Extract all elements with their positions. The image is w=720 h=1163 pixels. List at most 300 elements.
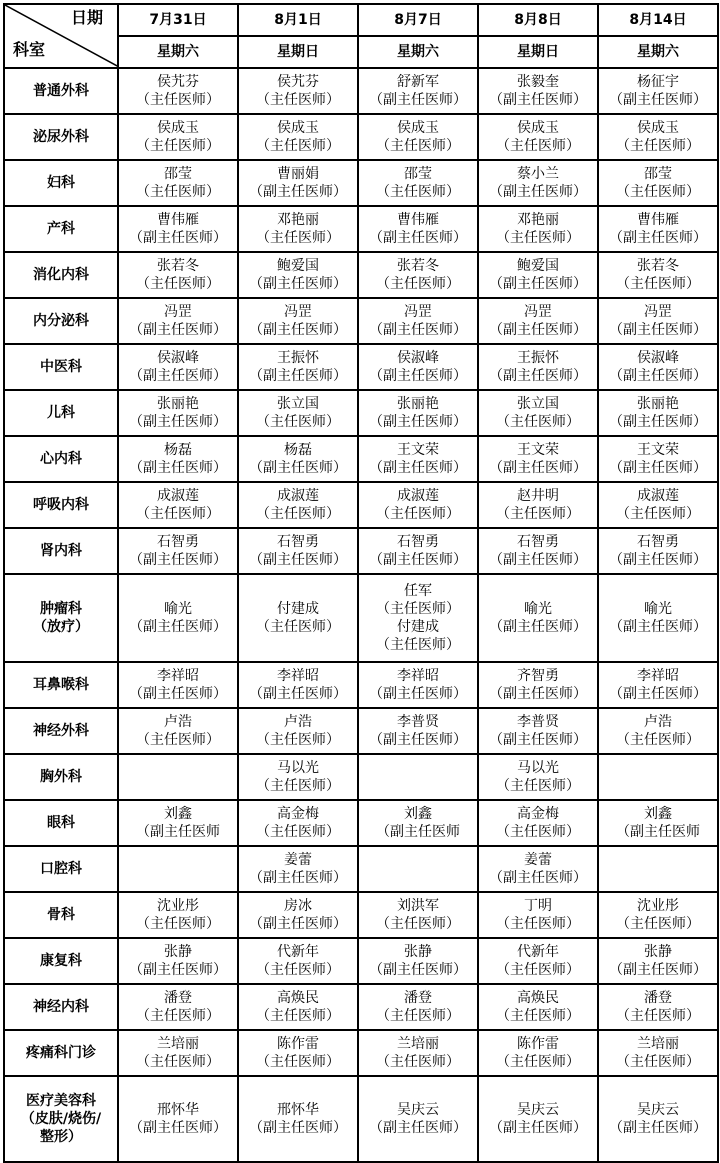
duty-cell <box>358 68 478 114</box>
duty-cell <box>358 984 478 1030</box>
duty-cell <box>358 708 478 754</box>
department-cell <box>4 68 118 114</box>
doctor-name: 张若冬 <box>157 258 199 274</box>
duty-cell <box>238 206 358 252</box>
doctor-name: 高焕民 <box>277 990 319 1006</box>
department-label: 神经内科 <box>33 999 89 1015</box>
doctor-title: （主任医师） <box>256 1054 340 1070</box>
table-row <box>4 892 718 938</box>
doctor-name: 房冰 <box>284 898 312 914</box>
doctor-name: 冯罡 <box>164 304 192 320</box>
duty-cell <box>118 1076 238 1162</box>
duty-cell <box>478 344 598 390</box>
duty-cell <box>358 390 478 436</box>
doctor-name: 刘鑫 <box>164 806 192 822</box>
department-cell <box>4 662 118 708</box>
doctor-title: （副主任医师） <box>369 368 467 384</box>
doctor-title: （副主任医师） <box>489 460 587 476</box>
doctor-title: （主任医师） <box>256 414 340 430</box>
duty-cell <box>358 436 478 482</box>
doctor-title: （副主任医师） <box>489 870 587 886</box>
duty-cell <box>118 1030 238 1076</box>
doctor-title: （副主任医师） <box>369 552 467 568</box>
table-row <box>4 708 718 754</box>
doctor-title: （主任医师） <box>496 962 580 978</box>
doctor-title: （副主任医师） <box>609 92 707 108</box>
doctor-name: 王文荣 <box>637 442 679 458</box>
table-row <box>4 1076 718 1162</box>
doctor-name: 李祥昭 <box>157 668 199 684</box>
duty-cell <box>238 1030 358 1076</box>
duty-cell <box>478 390 598 436</box>
duty-cell <box>118 114 238 160</box>
table-row <box>4 574 718 662</box>
doctor-title: （副主任医师） <box>369 732 467 748</box>
doctor-name: 曹伟雁 <box>397 212 439 228</box>
doctor-title: （主任医师） <box>136 184 220 200</box>
doctor-name: 付建成 <box>397 619 439 635</box>
doctor-title: （副主任医师） <box>609 552 707 568</box>
duty-cell <box>358 938 478 984</box>
doctor-title: （主任医师） <box>376 276 460 292</box>
duty-cell <box>118 436 238 482</box>
doctor-name: 张若冬 <box>637 258 679 274</box>
duty-cell <box>598 344 718 390</box>
department-cell <box>4 1030 118 1076</box>
duty-cell <box>118 252 238 298</box>
doctor-title: （主任医师） <box>376 138 460 154</box>
doctor-title: （副主任医师） <box>489 1120 587 1136</box>
doctor-title: （副主任医师） <box>609 322 707 338</box>
table-row <box>4 984 718 1030</box>
duty-cell <box>478 754 598 800</box>
department-label: 中医科 <box>40 359 82 375</box>
doctor-title: （主任医师） <box>136 506 220 522</box>
doctor-name: 兰培丽 <box>397 1036 439 1052</box>
doctor-name: 高金梅 <box>277 806 319 822</box>
doctor-name: 邵莹 <box>164 166 192 182</box>
duty-cell <box>358 662 478 708</box>
duty-cell <box>118 160 238 206</box>
doctor-title: （副主任医师） <box>489 686 587 702</box>
duty-cell <box>118 574 238 662</box>
doctor-name: 鲍爱国 <box>277 258 319 274</box>
doctor-name: 兰培丽 <box>157 1036 199 1052</box>
department-label: 耳鼻喉科 <box>33 677 89 693</box>
duty-cell <box>598 938 718 984</box>
doctor-title: （主任医师） <box>376 637 460 653</box>
duty-cell <box>478 1030 598 1076</box>
duty-cell <box>118 938 238 984</box>
doctor-name: 侯成玉 <box>517 120 559 136</box>
doctor-title: （副主任医师） <box>489 276 587 292</box>
duty-cell <box>478 482 598 528</box>
table-row <box>4 754 718 800</box>
duty-cell <box>598 662 718 708</box>
department-label: 肾内科 <box>40 543 82 559</box>
doctor-title: （副主任医师） <box>489 184 587 200</box>
doctor-name: 石智勇 <box>637 534 679 550</box>
duty-cell <box>478 1076 598 1162</box>
doctor-title: （主任医师） <box>256 778 340 794</box>
doctor-title: （主任医师） <box>136 1008 220 1024</box>
doctor-name: 代新年 <box>277 944 319 960</box>
doctor-name: 马以光 <box>277 760 319 776</box>
duty-cell <box>478 68 598 114</box>
weekday-header: 星期日 <box>478 36 598 68</box>
doctor-name: 潘登 <box>164 990 192 1006</box>
doctor-name: 张立国 <box>517 396 559 412</box>
department-label: 消化内科 <box>33 267 89 283</box>
duty-cell <box>238 938 358 984</box>
doctor-name: 侯成玉 <box>277 120 319 136</box>
doctor-name: 鲍爱国 <box>517 258 559 274</box>
doctor-name: 杨磊 <box>164 442 192 458</box>
duty-cell <box>238 528 358 574</box>
doctor-title: （副主任医师） <box>249 916 347 932</box>
doctor-name: 刘洪军 <box>397 898 439 914</box>
doctor-title: （主任医师） <box>496 778 580 794</box>
department-cell <box>4 436 118 482</box>
duty-cell <box>598 114 718 160</box>
duty-cell <box>238 114 358 160</box>
doctor-title: （主任医师） <box>136 276 220 292</box>
department-label: 医疗美容科 <box>26 1093 96 1109</box>
duty-cell <box>118 344 238 390</box>
doctor-name: 赵井明 <box>517 488 559 504</box>
doctor-title: （副主任医师） <box>249 686 347 702</box>
date-header: 8月8日 <box>478 4 598 36</box>
doctor-name: 沈业彤 <box>157 898 199 914</box>
doctor-name: 陈作雷 <box>517 1036 559 1052</box>
doctor-name: 邵莹 <box>404 166 432 182</box>
doctor-title: （副主任医师） <box>609 1120 707 1136</box>
doctor-name: 吴庆云 <box>517 1102 559 1118</box>
duty-cell <box>118 206 238 252</box>
doctor-title: （副主任医师） <box>609 414 707 430</box>
duty-cell <box>598 390 718 436</box>
duty-cell <box>358 1076 478 1162</box>
department-cell <box>4 160 118 206</box>
doctor-name: 冯罡 <box>644 304 672 320</box>
doctor-name: 张若冬 <box>397 258 439 274</box>
duty-cell <box>118 754 238 800</box>
doctor-name: 石智勇 <box>397 534 439 550</box>
doctor-name: 张静 <box>644 944 672 960</box>
doctor-title: （副主任医师） <box>369 322 467 338</box>
department-cell <box>4 114 118 160</box>
doctor-name: 曹丽娟 <box>277 166 319 182</box>
doctor-name: 侯艽芬 <box>277 74 319 90</box>
duty-cell <box>238 984 358 1030</box>
doctor-title: （主任医师） <box>616 916 700 932</box>
doctor-title: （副主任医师） <box>609 230 707 246</box>
department-cell <box>4 938 118 984</box>
doctor-title: （主任医师） <box>256 92 340 108</box>
table-row <box>4 800 718 846</box>
department-cell <box>4 846 118 892</box>
doctor-title: （主任医师） <box>256 138 340 154</box>
doctor-title: （副主任医师） <box>369 460 467 476</box>
doctor-name: 刘鑫 <box>644 806 672 822</box>
duty-cell <box>478 984 598 1030</box>
doctor-name: 成淑莲 <box>397 488 439 504</box>
table-row <box>4 160 718 206</box>
date-header: 8月7日 <box>358 4 478 36</box>
department-cell <box>4 344 118 390</box>
doctor-title: （主任医师） <box>256 732 340 748</box>
doctor-name: 高焕民 <box>517 990 559 1006</box>
duty-cell <box>478 800 598 846</box>
department-label: （皮肤/烧伤/ <box>20 1111 102 1127</box>
duty-cell <box>118 298 238 344</box>
duty-cell <box>478 708 598 754</box>
doctor-name: 侯成玉 <box>397 120 439 136</box>
duty-cell <box>598 436 718 482</box>
doctor-name: 冯罡 <box>284 304 312 320</box>
duty-cell <box>598 892 718 938</box>
duty-cell <box>478 114 598 160</box>
doctor-name: 曹伟雁 <box>637 212 679 228</box>
table-row <box>4 482 718 528</box>
doctor-name: 吴庆云 <box>637 1102 679 1118</box>
doctor-title: （主任医师） <box>616 1054 700 1070</box>
table-row <box>4 344 718 390</box>
duty-cell <box>598 800 718 846</box>
department-label: 肿瘤科 <box>40 601 82 617</box>
doctor-title: （主任医师） <box>496 138 580 154</box>
duty-cell <box>358 846 478 892</box>
duty-cell <box>598 754 718 800</box>
doctor-name: 杨磊 <box>284 442 312 458</box>
duty-cell <box>478 662 598 708</box>
doctor-title: （副主任医师） <box>489 552 587 568</box>
doctor-title: （副主任医师） <box>129 460 227 476</box>
doctor-name: 高金梅 <box>517 806 559 822</box>
doctor-title: （主任医师） <box>256 506 340 522</box>
doctor-title: （主任医师） <box>616 1008 700 1024</box>
doctor-title: （主任医师） <box>616 506 700 522</box>
doctor-title: （副主任医师） <box>249 322 347 338</box>
duty-cell <box>238 662 358 708</box>
doctor-name: 卢浩 <box>644 714 672 730</box>
table-row <box>4 1030 718 1076</box>
duty-cell <box>118 800 238 846</box>
department-label: 神经外科 <box>33 723 89 739</box>
duty-cell <box>598 1030 718 1076</box>
department-label: 内分泌科 <box>33 313 89 329</box>
department-label: 妇科 <box>47 175 75 191</box>
corner-label-date: 日期 <box>70 8 103 27</box>
doctor-title: （副主任医师 <box>376 824 460 840</box>
doctor-title: （主任医师） <box>496 916 580 932</box>
doctor-name: 侯成玉 <box>637 120 679 136</box>
doctor-name: 李祥昭 <box>277 668 319 684</box>
department-cell <box>4 708 118 754</box>
duty-cell <box>238 482 358 528</box>
duty-cell <box>238 846 358 892</box>
doctor-name: 王文荣 <box>397 442 439 458</box>
doctor-title: （副主任医师） <box>249 1120 347 1136</box>
department-cell <box>4 528 118 574</box>
doctor-title: （主任医师） <box>136 1054 220 1070</box>
doctor-title: （主任医师） <box>376 184 460 200</box>
doctor-title: （副主任医师） <box>609 368 707 384</box>
table-row <box>4 846 718 892</box>
doctor-name: 侯淑峰 <box>157 350 199 366</box>
date-header: 7月31日 <box>118 4 238 36</box>
doctor-name: 兰培丽 <box>637 1036 679 1052</box>
duty-cell <box>118 662 238 708</box>
duty-cell <box>238 1076 358 1162</box>
duty-cell <box>478 298 598 344</box>
doctor-name: 喻光 <box>164 601 192 617</box>
department-label: 康复科 <box>40 953 82 969</box>
duty-cell <box>238 754 358 800</box>
doctor-name: 侯淑峰 <box>397 350 439 366</box>
department-cell <box>4 206 118 252</box>
duty-cell <box>358 252 478 298</box>
doctor-name: 代新年 <box>517 944 559 960</box>
duty-cell <box>598 206 718 252</box>
duty-cell <box>238 252 358 298</box>
duty-cell <box>238 344 358 390</box>
doctor-name: 刘鑫 <box>404 806 432 822</box>
doctor-name: 冯罡 <box>404 304 432 320</box>
doctor-title: （副主任医师） <box>249 870 347 886</box>
doctor-title: （主任医师） <box>616 138 700 154</box>
duty-cell <box>238 68 358 114</box>
department-label: 疼痛科门诊 <box>26 1045 96 1061</box>
duty-cell <box>358 800 478 846</box>
duty-cell <box>478 846 598 892</box>
department-cell <box>4 800 118 846</box>
department-cell <box>4 1076 118 1162</box>
doctor-title: （副主任医师） <box>609 619 707 635</box>
doctor-name: 丁明 <box>524 898 552 914</box>
doctor-name: 李祥昭 <box>397 668 439 684</box>
doctor-title: （副主任医师） <box>369 414 467 430</box>
duty-cell <box>358 160 478 206</box>
duty-cell <box>118 984 238 1030</box>
doctor-name: 王振怀 <box>517 350 559 366</box>
date-header: 8月1日 <box>238 4 358 36</box>
duty-cell <box>118 892 238 938</box>
duty-cell <box>358 754 478 800</box>
duty-cell <box>358 1030 478 1076</box>
duty-cell <box>598 68 718 114</box>
department-cell <box>4 984 118 1030</box>
doctor-title: （副主任医师） <box>369 92 467 108</box>
department-cell <box>4 892 118 938</box>
doctor-name: 侯艽芬 <box>157 74 199 90</box>
table-row <box>4 298 718 344</box>
doctor-title: （主任医师） <box>136 138 220 154</box>
doctor-name: 王文荣 <box>517 442 559 458</box>
duty-cell <box>358 892 478 938</box>
duty-cell <box>238 708 358 754</box>
doctor-name: 蔡小兰 <box>517 166 559 182</box>
doctor-name: 邓艳丽 <box>517 212 559 228</box>
duty-cell <box>598 574 718 662</box>
duty-cell <box>478 252 598 298</box>
weekday-header: 星期日 <box>238 36 358 68</box>
doctor-title: （副主任医师） <box>129 552 227 568</box>
duty-cell <box>478 436 598 482</box>
doctor-name: 邢怀华 <box>157 1102 199 1118</box>
department-label: 眼科 <box>47 815 75 831</box>
doctor-title: （副主任医师） <box>489 368 587 384</box>
doctor-title: （主任医师） <box>256 1008 340 1024</box>
duty-cell <box>118 390 238 436</box>
duty-cell <box>358 528 478 574</box>
doctor-name: 邵莹 <box>644 166 672 182</box>
duty-cell <box>118 528 238 574</box>
doctor-name: 侯淑峰 <box>637 350 679 366</box>
doctor-name: 张丽艳 <box>157 396 199 412</box>
department-label: 产科 <box>47 221 75 237</box>
duty-cell <box>118 482 238 528</box>
doctor-name: 马以光 <box>517 760 559 776</box>
table-row <box>4 662 718 708</box>
doctor-name: 石智勇 <box>277 534 319 550</box>
duty-cell <box>238 574 358 662</box>
doctor-title: （主任医师） <box>376 916 460 932</box>
duty-cell <box>598 708 718 754</box>
doctor-title: （副主任医师） <box>369 1120 467 1136</box>
doctor-name: 石智勇 <box>157 534 199 550</box>
department-cell <box>4 390 118 436</box>
doctor-title: （副主任医师 <box>136 824 220 840</box>
department-label: 口腔科 <box>40 861 82 877</box>
doctor-name: 潘登 <box>404 990 432 1006</box>
doctor-title: （副主任医师） <box>369 686 467 702</box>
doctor-title: （主任医师） <box>256 230 340 246</box>
doctor-title: （副主任医师） <box>609 962 707 978</box>
doctor-name: 曹伟雁 <box>157 212 199 228</box>
duty-cell <box>238 436 358 482</box>
doctor-name: 齐智勇 <box>517 668 559 684</box>
weekday-header: 星期六 <box>358 36 478 68</box>
duty-cell <box>118 846 238 892</box>
doctor-title: （副主任医师） <box>609 686 707 702</box>
doctor-name: 任军 <box>404 583 432 599</box>
doctor-title: （副主任医师） <box>369 230 467 246</box>
doctor-name: 冯罡 <box>524 304 552 320</box>
doctor-name: 李祥昭 <box>637 668 679 684</box>
doctor-name: 张毅奎 <box>517 74 559 90</box>
department-label: 儿科 <box>47 405 75 421</box>
doctor-name: 姜蕾 <box>284 852 312 868</box>
doctor-title: （主任医师） <box>136 916 220 932</box>
doctor-title: （副主任医师） <box>249 552 347 568</box>
duty-cell <box>598 1076 718 1162</box>
department-label: 普通外科 <box>33 83 89 99</box>
department-cell <box>4 482 118 528</box>
doctor-name: 邢怀华 <box>277 1102 319 1118</box>
doctor-title: （主任医师） <box>496 824 580 840</box>
department-label: （放疗） <box>33 619 89 635</box>
doctor-name: 张丽艳 <box>397 396 439 412</box>
doctor-name: 卢浩 <box>284 714 312 730</box>
corner-label-dept: 科室 <box>13 40 46 59</box>
doctor-title: （副主任医师 <box>616 824 700 840</box>
doctor-title: （副主任医师） <box>249 368 347 384</box>
doctor-title: （主任医师） <box>616 732 700 748</box>
doctor-name: 成淑莲 <box>277 488 319 504</box>
table-row <box>4 68 718 114</box>
department-label: 整形） <box>40 1129 82 1145</box>
